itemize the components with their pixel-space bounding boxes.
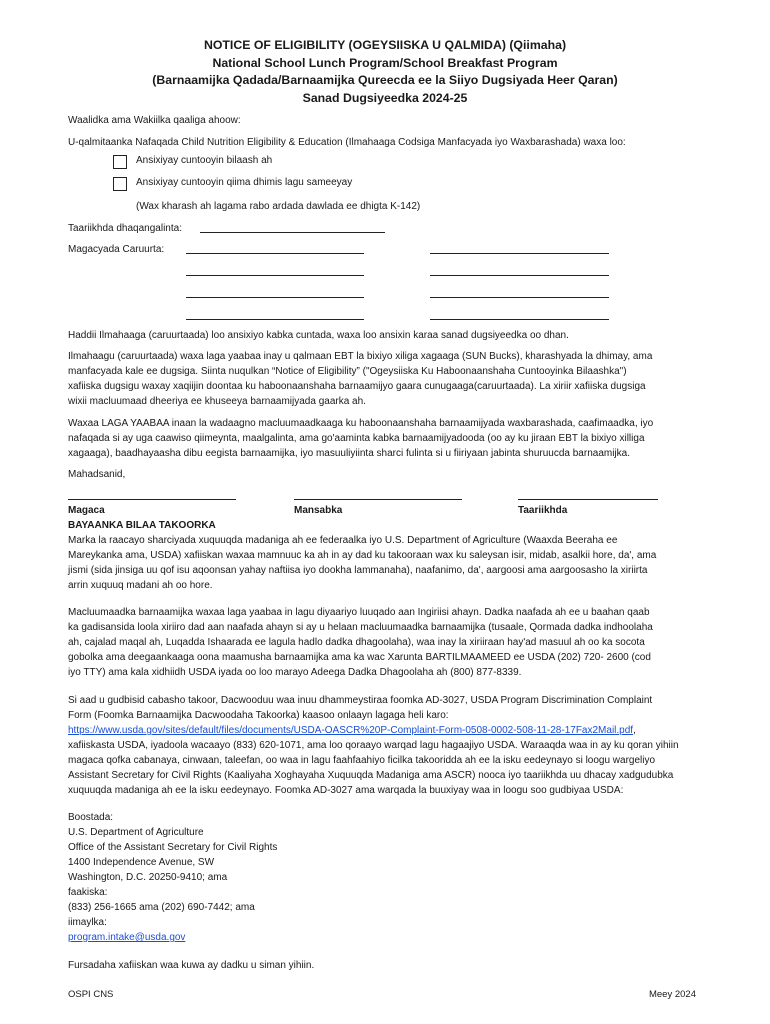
child-name-field-5[interactable] <box>186 297 364 298</box>
child-name-field-6[interactable] <box>430 297 609 298</box>
salutation: Waalidka ama Wakiilka qaaliga ahoow: <box>68 115 241 126</box>
nondiscrimination-heading: BAYAANKA BILAA TAKOORKA <box>68 520 216 531</box>
footer-date: Meey 2024 <box>648 989 696 1000</box>
signature-position-label: Mansabka <box>294 505 343 516</box>
duration-paragraph: Haddii Ilmahaaga (caruurtaada) loo ansixiyo kabka cuntada, waxa loo ansixin karaa sanad dugsiyeedka oo dhan. <box>68 330 569 341</box>
document-header <box>60 37 710 107</box>
closing: Mahadsanid, <box>68 469 126 480</box>
child-name-field-8[interactable] <box>430 319 609 320</box>
child-name-field-4[interactable] <box>430 275 609 276</box>
free-meals-label: Ansixiyay cuntooyin bilaash ah <box>136 155 273 166</box>
email-link[interactable]: program.intake@usda.gov <box>68 932 186 943</box>
footer-organization: OSPI CNS <box>68 989 114 1000</box>
complaint-form-link[interactable]: https://www.usda.gov/sites/default/files/documents/USDA-OASCR%20P-Complaint-Form-0508-0002-508-11-28-17Fax2Mail.pdf <box>68 725 634 736</box>
signature-position-field[interactable] <box>294 499 462 500</box>
children-names-label: Magacyada Caruurta: <box>68 244 165 255</box>
reduced-meals-label: Ansixiyay cuntooyin qiima dhimis lagu sameeyay <box>136 177 353 188</box>
date-approved-label: Taariikhda dhaqangalinta: <box>68 223 182 234</box>
header-program: National School Lunch Program/School Breakfast Program <box>212 55 558 70</box>
signature-name-label: Magaca <box>68 505 105 516</box>
signature-date-field[interactable] <box>518 499 658 500</box>
signature-name-field[interactable] <box>68 499 236 500</box>
free-meals-checkbox[interactable] <box>113 155 127 169</box>
notice-page: NOTICE OF ELIGIBILITY (OGEYSIISKA U QALMIDA) (Qiimaha) National School Lunch Program/School Breakfast Program (Barnaamijka Qadada/Barnaamijka Qureecda ee la Siiyo Dugsiyada Heer Qaran) Sanad Dugsiyeedka 2024-25 Waalidka ama Wakiilka qaaliga ahoow: U-qalmitaanka Nafaqada Child Nutrition Eligibility & Education (Ilmahaaga Codsiga Manfacyada iyo Waxbarashada) waxa loo: Ansixiyay cuntooyin bilaash ah Ansixiyay cuntooyin qiima dhimis lagu sameeyay (Wax kharash ah lagama rabo ardada dawlada ee dhigta K-142) Taariikhda dhaqangalinta: Magacyada Caruurta: Haddii Ilmahaaga (caruurtaada) loo ansixiyo kabka cuntada, waxa loo ansixin karaa sanad dugsiyeedka oo dhan. Ilmahaagu (caruurtaada) waxa laga yaabaa inay u qalmaan EBT la bixiyo xiliga xagaaga (SUN Bucks), kharashyada la dhimay, ama manfacyada kale ee dugsiga. Siinta nuqulkan “Notice of Eligibility” ("Ogeysiiska Ku Haboonaanshaha Cuntooyinka Bilaashka") xafiiska dugsigu waxay xaqiijin doontaa ku haboonaanshaha barnaamijyo gaara cunugaaga(caruurtaada). La xiriir xafiiska dugsiga wixii macluumaad dheeriya ee khuseeya barnaamijyada gaarka ah. Waxaa LAGA YAABAA inaan la wadaagno macluumaadkaaga ku haboonaanshaha barnaamijyada waxbarashada, caafimaadka, iyo nafaqada si ay uga caawiso qiimeynta, maalgalinta, ama go'aaminta kabka barnaamijyadooda (oo ay ku jiraan EBT la bixiyo xilliga xagaaga), baadhayaasha dibu eegista barnaamijka, iyo masuuliyiinta sharci fulinta si u fiiriyaan jabinta shuruucda barnaamijka. Mahadsanid, Magaca Mansabka Taariikhda BAYAANKA BILAA TAKOORKA Marka la raacayo sharciyada xuquuqda madaniga ah ee federaalka iyo U.S. Department of Agriculture (Waaxda Beeraha ee Mareykanka ama, USDA) xafiiskan waxaa mamnuuc ka ah in ay dad ku takooraan wax ku saleysan isir, midab, asalkii hore, da', ama jismi (sida jinsiga uu qof isu aqoonsan yahay naftiisa iyo dookha lammanaha), naafanimo, da', aargoosi ama aargoosasho la xiriirta arrin xuquuq madani ah oo hore. Macluumaadka barnaamijka waxaa laga yaabaa in lagu diyaariyo luuqado aan Ingiriisi ahayn. Dadka naafada ah ee u baahan qaab ka gadisansida loola xiriiro dad aan naafada ahayn si ay u helaan macluumaadka barnaamijka (tusaale, Qormada dadka indhoolaha ah, cajalad maqal ah, Luqadda Ishaarada ee lagula hadlo dadka dhagoolaha), waa inay la xiriiraan hay'ad masuul ah oo ka socota gobolka ama deegaankaaga oona maamusha barnaamijka ama ka wac Xarunta BARTILMAAMEED ee USDA (202) 720- 2600 (cod iyo TTY) ama kala xidhiidh USDA iyada oo loo marayo Adeega Dadka Dhagoolaha ah (800) 877-8339. Si aad u gudbisid cabasho takoor, Dacwooduu waa inuu dhammeystiraa foomka AD-3027, USDA Program Discrimination Complaint Form (Foomka Barnaamijka Dacwoodaha Takoorka) kaasoo onlaayn lagaga heli karo: https://www.usda.gov/sites/default/files/documents/USDA-OASCR%20P-Complaint-Form-0508-0002-508-11-28-17Fax2Mail.pdf, xafiiskasta USDA, iyadoola wacaayo (833) 620-1071, ama loo qoraayo warqad lagu hagaajiyo USDA. Waraaqda waa in ay ku qoran yihiin magaca qofka cabanaya, cinwaan, taleefan, oo waa in lagu faahfaahiyo ficilka takooridda ah ee la isku eedeynayo si loogu wargeliyo Assistant Secretary for Civil Rights (Kaaliyaha Xoghayaha Xuquuqda Madaniga ama ASCR) nooca iyo taariikhda uu dhacay xadgudubka xuquuqda madaniga ah ee la isku eedeynayo. Foomka AD-3027 ama warqada la buuxiyay waa in loogu soo gudbiyaa USDA: Boostada: U.S. Department of Agriculture Office of the Assistant Secretary for Civil Rights 1400 Independence Avenue, SW Washington, D.C. 20250-9410; ama faakiska: (833) 256-1665 ama (202) 690-7442; ama iimaylka: program.intake@usda.gov Fursadaha xafiiskan waa kuwa ay dadku u siman yihiin. OSPI CNS Meey 2024 <box>0 0 770 1024</box>
grade-note: (Wax kharash ah lagama rabo ardada dawlada ee dhigta K-142) <box>136 201 421 212</box>
child-name-field-3[interactable] <box>186 275 364 276</box>
eligibility-statement: U-qalmitaanka Nafaqada Child Nutrition Eligibility & Education (Ilmahaaga Codsiga Manfacyada iyo Waxbarashada) waxa loo: <box>68 137 626 148</box>
header-program-somali: (Barnaamijka Qadada/Barnaamijka Qureecda ee la Siiyo Dugsiyada Heer Qaran) <box>152 73 618 87</box>
header-title: NOTICE OF ELIGIBILITY (OGEYSIISKA U QALMIDA) (Qiimaha) <box>203 38 567 52</box>
signature-date-label: Taariikhda <box>518 505 568 516</box>
reduced-meals-checkbox[interactable] <box>113 177 127 191</box>
date-approved-field[interactable] <box>200 232 385 233</box>
child-name-field-7[interactable] <box>186 319 364 320</box>
header-school-year: Sanad Dugsiyeedka 2024-25 <box>302 90 468 105</box>
child-name-field-1[interactable] <box>186 253 364 254</box>
child-name-field-2[interactable] <box>430 253 609 254</box>
equal-opportunity-statement: Fursadaha xafiiskan waa kuwa ay dadku u siman yihiin. <box>68 960 315 971</box>
